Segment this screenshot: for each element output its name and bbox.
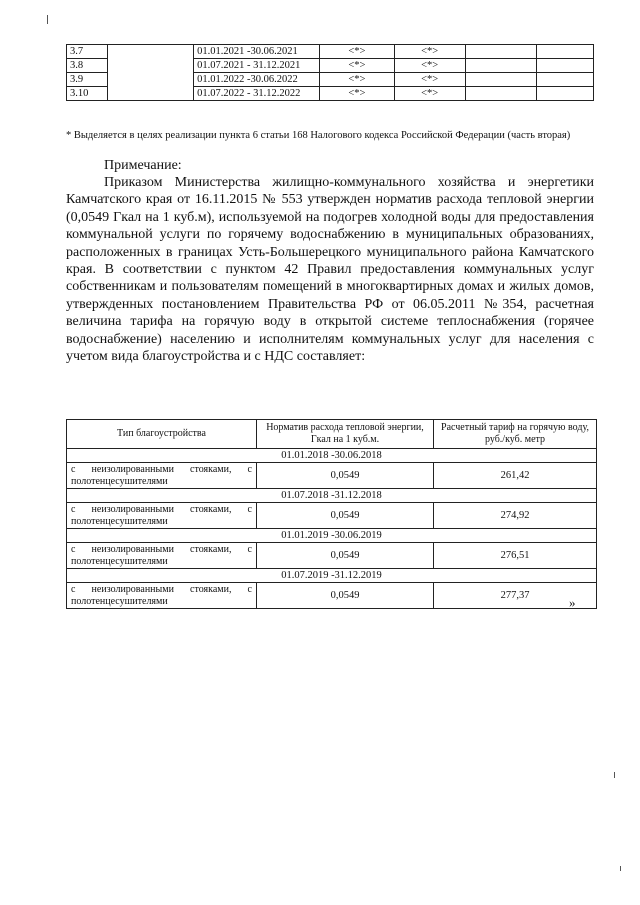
tariff-value: 276,51 <box>434 543 597 569</box>
table-row <box>67 45 594 59</box>
period-cell: 01.01.2022 -30.06.2022 <box>194 73 320 87</box>
tariff-value: 274,92 <box>434 503 597 529</box>
empty-cell <box>536 87 593 101</box>
period-label: 01.07.2019 -31.12.2019 <box>67 569 597 583</box>
value-cell: <*> <box>320 45 394 59</box>
norm-value: 0,0549 <box>257 503 434 529</box>
row-number: 3.7 <box>67 45 108 59</box>
value-cell: <*> <box>320 73 394 87</box>
period-cell: 01.07.2021 - 31.12.2021 <box>194 59 320 73</box>
empty-cell <box>465 59 536 73</box>
tariff-table-continued <box>66 44 594 101</box>
norm-value: 0,0549 <box>257 463 434 489</box>
footnote: * Выделяется в целях реализации пункта 6 статьи 168 Налогового кодекса Российской Федерации (часть вторая) <box>66 130 571 141</box>
table-row <box>67 543 597 569</box>
table-header-row <box>67 420 597 449</box>
empty-cell <box>465 45 536 59</box>
amenity-type: с неизолированными стояками, с полотенцесушителями <box>67 463 257 489</box>
merged-cell <box>107 45 193 101</box>
table-row <box>67 463 597 489</box>
header-type: Тип благоустройства <box>67 420 257 449</box>
value-cell: <*> <box>394 59 465 73</box>
amenity-type: с неизолированными стояками, с полотенцесушителями <box>67 503 257 529</box>
period-row <box>67 529 597 543</box>
value-cell: <*> <box>320 59 394 73</box>
empty-cell <box>536 73 593 87</box>
empty-cell <box>465 87 536 101</box>
amenity-type: с неизолированными стояками, с полотенцесушителями <box>67 583 257 609</box>
scan-mark <box>620 866 621 871</box>
period-row <box>67 569 597 583</box>
header-norm: Норматив расхода тепловой энергии, Гкал на 1 куб.м. <box>257 420 434 449</box>
value-cell: <*> <box>394 73 465 87</box>
empty-cell <box>536 59 593 73</box>
value-cell: <*> <box>394 45 465 59</box>
empty-cell <box>465 73 536 87</box>
closing-quote: » <box>569 595 576 610</box>
tariff-value: 261,42 <box>434 463 597 489</box>
table-row <box>67 503 597 529</box>
scan-mark <box>614 772 615 778</box>
empty-cell <box>536 45 593 59</box>
value-cell: <*> <box>394 87 465 101</box>
value-cell: <*> <box>320 87 394 101</box>
note-title: Примечание: <box>104 158 182 173</box>
norm-value: 0,0549 <box>257 543 434 569</box>
tariff-value: 277,37 <box>434 583 597 609</box>
period-row <box>67 449 597 463</box>
row-number: 3.10 <box>67 87 108 101</box>
period-row <box>67 489 597 503</box>
header-tariff: Расчетный тариф на горячую воду, руб./куб. метр <box>434 420 597 449</box>
row-number: 3.8 <box>67 59 108 73</box>
period-label: 01.01.2018 -30.06.2018 <box>67 449 597 463</box>
period-cell: 01.01.2021 -30.06.2021 <box>194 45 320 59</box>
table-row <box>67 583 597 609</box>
hot-water-tariff-table <box>66 419 597 609</box>
period-label: 01.01.2019 -30.06.2019 <box>67 529 597 543</box>
period-label: 01.07.2018 -31.12.2018 <box>67 489 597 503</box>
scan-mark <box>47 15 48 24</box>
note-paragraph: Приказом Министерства жилищно-коммунального хозяйства и энергетики Камчатского края от 16.11.2015 № 553 утвержден норматив расхода тепловой энергии (0,0549 Гкал на 1 куб.м), используемой на подогрев холодной воды для предоставления коммунальной услуги по горячему водоснабжению в муниципальных образованиях, расположенных в границах Усть-Большерецкого муниципального района Камчатского края. В соответствии с пунктом 42 Правил предоставления коммунальных услуг собственникам и пользователям помещений в многоквартирных домах и жилых домов, утвержденных постановлением Правительства РФ от 06.05.2011 №354, расчетная величина тарифа на горячую воду в открытой системе теплоснабжения (горячее водоснабжение) населению и исполнителям коммунальных услуг для населения с учетом вида благоустройства и с НДС составляет: <box>66 175 594 365</box>
row-number: 3.9 <box>67 73 108 87</box>
amenity-type: с неизолированными стояками, с полотенцесушителями <box>67 543 257 569</box>
period-cell: 01.07.2022 - 31.12.2022 <box>194 87 320 101</box>
norm-value: 0,0549 <box>257 583 434 609</box>
